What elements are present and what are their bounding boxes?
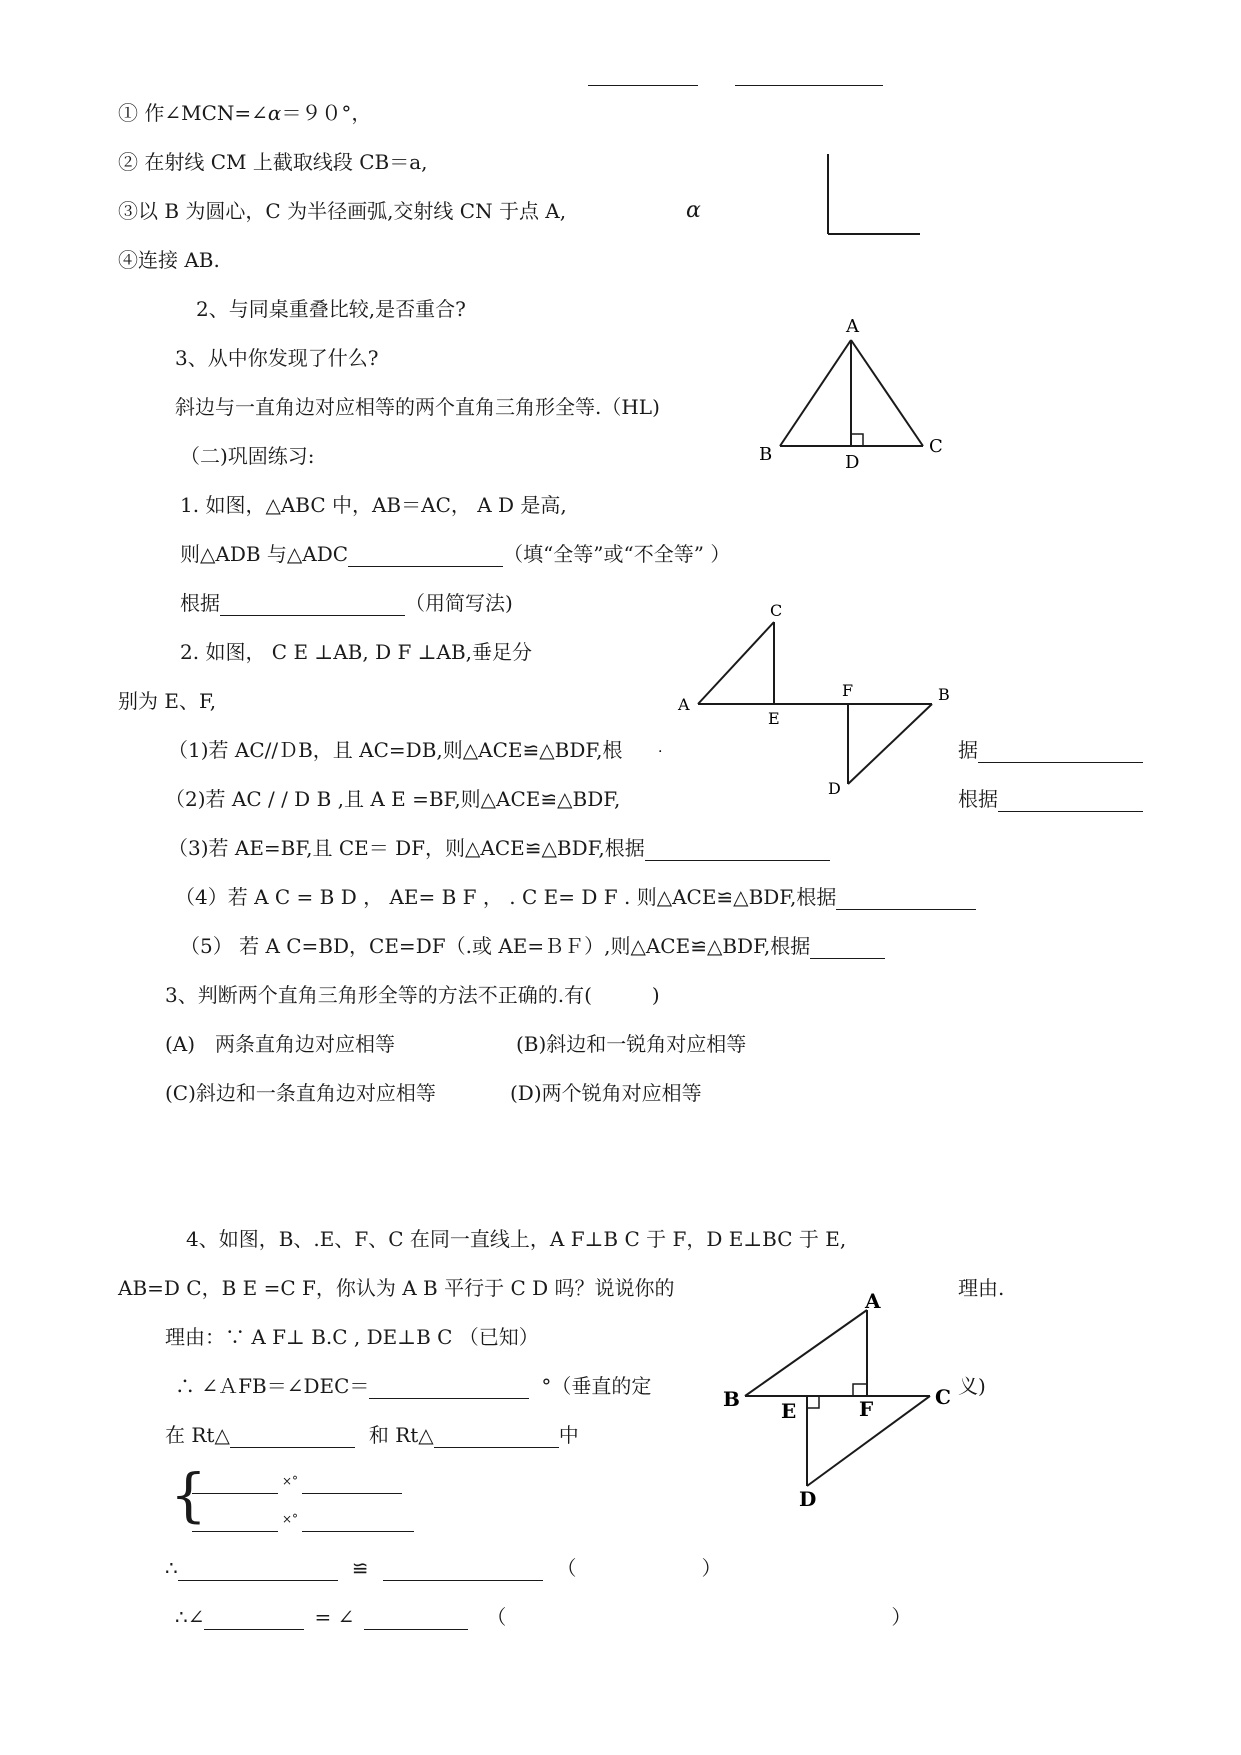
exercise-2-case-3 — [168, 835, 830, 861]
step-4: ④连接 AB. — [118, 248, 220, 272]
fig2-label-d: D — [828, 779, 841, 798]
answer-blank-side-1a[interactable] — [192, 1471, 278, 1494]
fig3-label-a: A — [865, 1289, 881, 1313]
fig3-label-e: E — [781, 1399, 797, 1423]
answer-blank-congruence[interactable] — [348, 544, 503, 567]
answer-blank-angle-reason[interactable] — [506, 1607, 891, 1630]
exercise-4-line-1: 4、如图，B、.E、F、C 在同一直线上，A F⊥B C 于 F，D E⊥BC 于 E, — [186, 1227, 847, 1251]
fig1-label-d: D — [845, 452, 860, 473]
exercise-4-congruent — [165, 1555, 722, 1581]
answer-blank-angle-value[interactable] — [369, 1376, 529, 1399]
fig2-label-b: B — [938, 685, 950, 704]
ex4-in-rt-3: 中 — [558, 1423, 579, 1447]
step-1 — [118, 100, 371, 126]
step-2: ② 在射线 CM 上截取线段 CB＝a, — [118, 150, 428, 174]
ex1-line2-prefix: 则△ADB 与△ADC — [180, 542, 349, 566]
brace-symbol: { — [170, 1461, 207, 1529]
fig1-label-a: A — [846, 316, 859, 337]
fig3-label-f: F — [859, 1397, 874, 1421]
exercise-3-option-c[interactable]: (C)斜边和一条直角边对应相等 — [165, 1081, 436, 1105]
ex1-line2-suffix: （填“全等”或“不全等” ） — [503, 542, 731, 566]
exercise-4-line-2-tail: 理由. — [958, 1276, 1005, 1300]
answer-blank-triangle-1[interactable] — [230, 1425, 355, 1448]
exercise-1-line-3 — [180, 590, 513, 616]
ex4-paren-close-2: ） — [891, 1605, 912, 1629]
ex4-congruent-prefix: ∴ — [165, 1556, 178, 1580]
answer-blank-case-2[interactable] — [998, 789, 1143, 812]
ex4-in-rt-2: 和 Rt△ — [368, 1423, 434, 1447]
fig2-label-e: E — [768, 709, 780, 728]
ex4-in-rt-1: 在 Rt△ — [165, 1423, 230, 1447]
answer-blank-triangle-2[interactable] — [434, 1425, 559, 1448]
right-angle-figure — [820, 150, 930, 240]
exercise-2-case-1-tail — [958, 737, 1143, 763]
ex2-c5-text: （5） 若 A C=BD，CE=DF（.或 AE=ＢＦ）,则△ACE≌△BDF,根据 — [180, 934, 811, 958]
question-2: 2、与同桌重叠比较,是否重合? — [196, 297, 466, 321]
exercise-4-in-rt — [165, 1422, 579, 1448]
answer-blank-reason[interactable] — [220, 593, 405, 616]
answer-blank-case-1[interactable] — [978, 740, 1143, 763]
hl-theorem: 斜边与一直角边对应相等的两个直角三角形全等.（HL) — [175, 395, 660, 419]
ex2-c3-text: （3)若 AE=BF,且 CE＝ DF，则△ACE≌△BDF,根据 — [168, 836, 645, 860]
parallel-proof-figure — [715, 1260, 980, 1510]
ex4-paren-open: （ — [556, 1556, 577, 1580]
answer-blank-side-1b[interactable] — [302, 1471, 402, 1494]
exercise-2-line-2: 别为 E、F, — [118, 689, 217, 713]
answer-blank-congruent-reason[interactable] — [577, 1558, 702, 1581]
answer-blank-angle-1[interactable] — [204, 1607, 304, 1630]
fig1-label-c: C — [929, 436, 943, 457]
exercise-3-option-d[interactable]: (D)两个锐角对应相等 — [510, 1081, 702, 1105]
answer-blank-angle-2[interactable] — [364, 1607, 468, 1630]
angle-alpha-label: α — [686, 198, 701, 223]
ex2-c4-text: （4）若 A C = B D ， AE= B F ， . C E= D F . 则△ACE≌△BDF,根据 — [175, 885, 837, 909]
answer-blank-congruent-1[interactable] — [178, 1558, 338, 1581]
step-1-suffix: ＝９０°， — [281, 101, 372, 125]
fig3-label-d: D — [799, 1487, 817, 1511]
ex2-c2-tail-text: 根据 — [958, 787, 998, 811]
marker-2: ×° — [282, 1512, 299, 1526]
fig3-label-c: C — [935, 1385, 951, 1409]
ex4-therefore-prefix: ∴ ∠ＡFB＝∠DEC＝ — [175, 1374, 370, 1398]
fig2-label-f: F — [842, 681, 854, 700]
ex1-line3-prefix: 根据 — [180, 591, 220, 615]
exercise-4-angle — [175, 1604, 911, 1630]
answer-blank-case-3[interactable] — [645, 838, 830, 861]
exercise-3-question: 3、判断两个直角三角形全等的方法不正确的.有( ) — [165, 983, 660, 1007]
exercise-2-case-5 — [180, 933, 885, 959]
ex2-c1-tail-text: 据 — [958, 738, 978, 762]
practice-heading: （二)巩固练习: — [180, 444, 315, 468]
z-shape-figure — [658, 600, 960, 810]
exercise-4-reason: 理由：∵ A F⊥ B.C , DE⊥B C （已知） — [165, 1325, 539, 1349]
ex1-line3-suffix: （用简写法) — [405, 591, 513, 615]
brace-row-2 — [192, 1506, 414, 1532]
step-1-prefix: ① 作∠MCN=∠ — [118, 101, 268, 125]
alpha-symbol: α — [267, 101, 282, 125]
exercise-4-therefore-tail: 义) — [958, 1374, 986, 1398]
fig2-dot: . — [658, 740, 663, 756]
fig2-label-a: A — [678, 695, 690, 714]
marker-1: ×° — [282, 1474, 299, 1488]
exercise-2-case-1: （1)若 AC//ＤB，且 AC=DB,则△ACE≌△BDF,根 — [168, 738, 623, 762]
ex4-angle-prefix: ∴∠ — [175, 1605, 205, 1629]
brace-row-1 — [192, 1468, 402, 1494]
question-3: 3、从中你发现了什么? — [175, 346, 379, 370]
exercise-1-line-2 — [180, 541, 730, 567]
ex4-congruent-symbol: ≌ — [351, 1556, 369, 1580]
isosceles-triangle-figure — [755, 310, 955, 480]
exercise-3-option-b[interactable]: (B)斜边和一锐角对应相等 — [516, 1032, 747, 1056]
exercise-2-case-4 — [175, 884, 976, 910]
exercise-4-line-2: AB=D C，B E =C F，你认为 A B 平行于 C D 吗？说说你的 — [118, 1276, 675, 1300]
answer-blank-congruent-2[interactable] — [383, 1558, 543, 1581]
step-3: ③以 B 为圆心，C 为半径画弧,交射线 CN 于点 A, — [118, 199, 567, 223]
ex4-angle-eq: = ∠ — [314, 1605, 355, 1629]
fig3-label-b: B — [723, 1387, 740, 1411]
answer-blank-case-4[interactable] — [836, 887, 976, 910]
blank-line-top-left — [588, 85, 698, 86]
fig1-label-b: B — [759, 444, 773, 465]
exercise-2-line-1: 2. 如图， C E ⊥AB, D F ⊥AB,垂足分 — [180, 640, 533, 664]
answer-blank-case-5[interactable] — [810, 936, 885, 959]
exercise-3-option-a[interactable]: (A) 两条直角边对应相等 — [165, 1032, 396, 1056]
exercise-1-line-1: 1. 如图，△ABC 中，AB＝AC， A D 是高, — [180, 493, 567, 517]
exercise-2-case-2: （2)若 AC / / D B ,且 A E =BF,则△ACE≌△BDF, — [165, 787, 621, 811]
exercise-4-therefore — [175, 1373, 651, 1399]
answer-blank-side-2a[interactable] — [192, 1509, 278, 1532]
ex4-paren-open-2: （ — [486, 1605, 507, 1629]
answer-blank-side-2b[interactable] — [302, 1509, 414, 1532]
fig2-label-c: C — [770, 601, 783, 620]
ex4-therefore-suffix: °（垂直的定 — [541, 1374, 652, 1398]
exercise-2-case-2-tail — [958, 786, 1143, 812]
blank-line-top-right — [735, 85, 883, 86]
ex4-paren-close: ） — [701, 1556, 722, 1580]
